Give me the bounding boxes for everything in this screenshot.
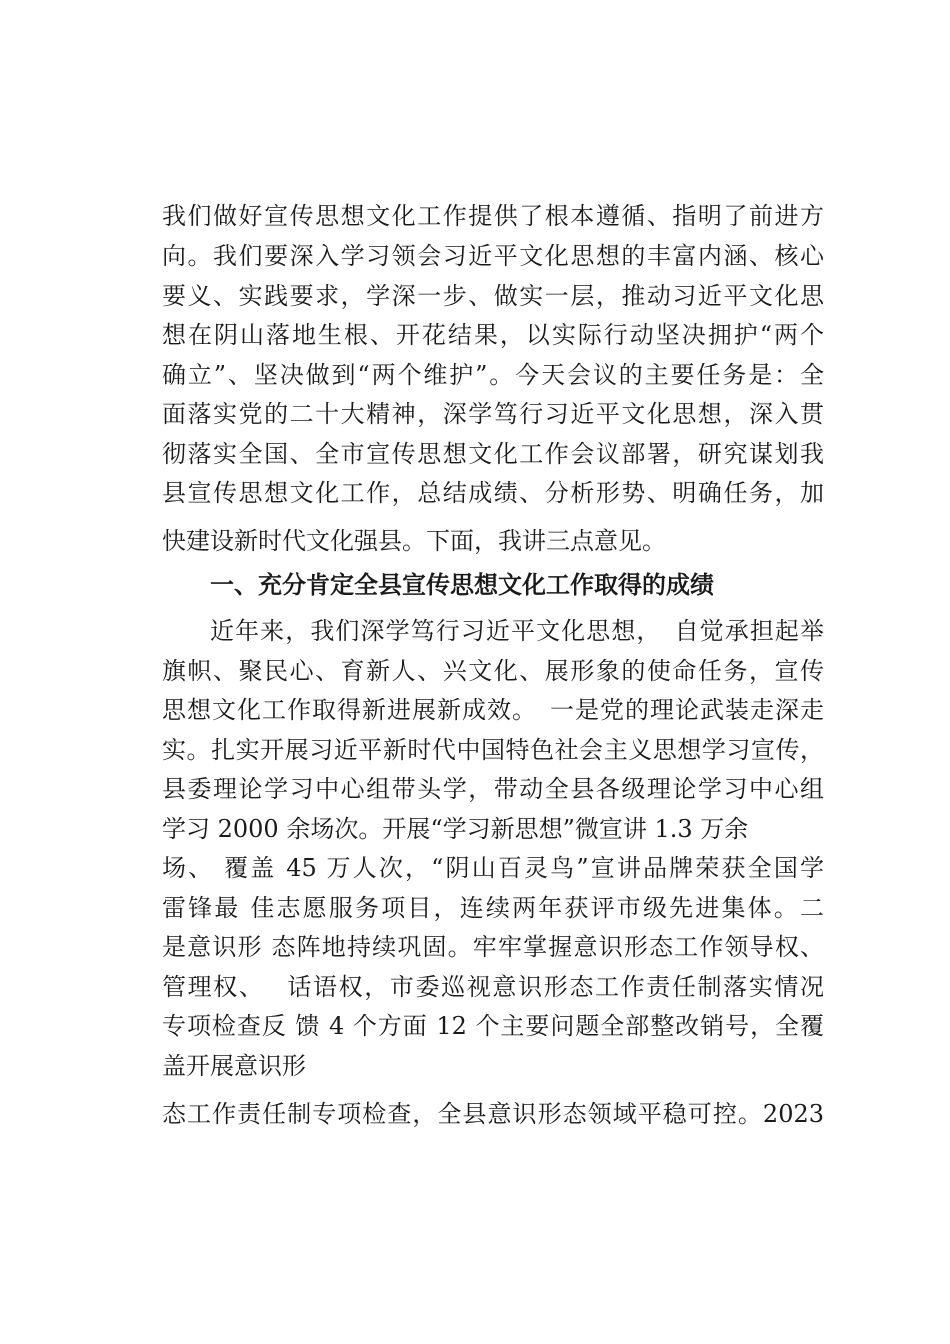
paragraph-line: 盖开展意识形 bbox=[162, 1052, 306, 1080]
paragraph-line: 县宣传思想文化工作，总结成绩、分析形势、明确任务，加 bbox=[162, 479, 824, 507]
paragraph-line: 专项检查反 馈 4 个方面 12 个主要问题全部整改销号，全覆 bbox=[162, 1012, 824, 1040]
section-heading: 一、充分肯定全县宣传思想文化工作取得的成绩 bbox=[210, 571, 714, 599]
paragraph-line: 雷锋最 佳志愿服务项目，连续两年获评市级先进集体。二 bbox=[162, 894, 824, 922]
paragraph-line: 想在阴山落地生根、开花结果，以实际行动坚决拥护“两个 bbox=[162, 321, 824, 349]
paragraph-line: 管理权、 话语权，市委巡视意识形态工作责任制落实情况 bbox=[162, 973, 824, 1001]
paragraph-line: 快建设新时代文化强县。下面，我讲三点意见。 bbox=[162, 527, 666, 555]
paragraph-line: 面落实党的二十大精神，深学笃行习近平文化思想，深入贯 bbox=[162, 400, 824, 428]
paragraph-line: 旗帜、聚民心、育新人、兴文化、展形象的使命任务，宣传 bbox=[162, 657, 824, 685]
paragraph-line: 向。我们要深入学习领会习近平文化思想的丰富内涵、核心 bbox=[162, 242, 824, 270]
paragraph-line: 思想文化工作取得新进展新成效。 一是党的理论武装走深走 bbox=[162, 696, 824, 724]
paragraph-line: 近年来，我们深学笃行习近平文化思想， 自觉承担起举 bbox=[210, 617, 824, 645]
paragraph-line: 县委理论学习中心组带头学，带动全县各级理论学习中心组 bbox=[162, 775, 824, 803]
paragraph-line: 学习 2000 余场次。开展“学习新思想”微宣讲 1.3 万余 bbox=[162, 815, 749, 843]
paragraph-line: 实。扎实开展习近平新时代中国特色社会主义思想学习宣传， bbox=[162, 736, 824, 764]
paragraph-line: 是意识形 态阵地持续巩固。牢牢掌握意识形态工作领导权、 bbox=[162, 933, 824, 961]
paragraph-line: 我们做好宣传思想文化工作提供了根本遵循、指明了前进方 bbox=[162, 202, 824, 230]
paragraph-line: 态工作责任制专项检查，全县意识形态领域平稳可控。2023 bbox=[162, 1100, 824, 1128]
paragraph-line: 要义、实践要求，学深一步、做实一层，推动习近平文化思 bbox=[162, 282, 824, 310]
paragraph-line: 确立”、坚决做到“两个维护”。今天会议的主要任务是：全 bbox=[162, 361, 824, 389]
paragraph-line: 场、 覆盖 45 万人次，“阴山百灵鸟”宣讲品牌荣获全国学 bbox=[162, 854, 824, 882]
paragraph-line: 彻落实全国、全市宣传思想文化工作会议部署，研究谋划我 bbox=[162, 440, 824, 468]
